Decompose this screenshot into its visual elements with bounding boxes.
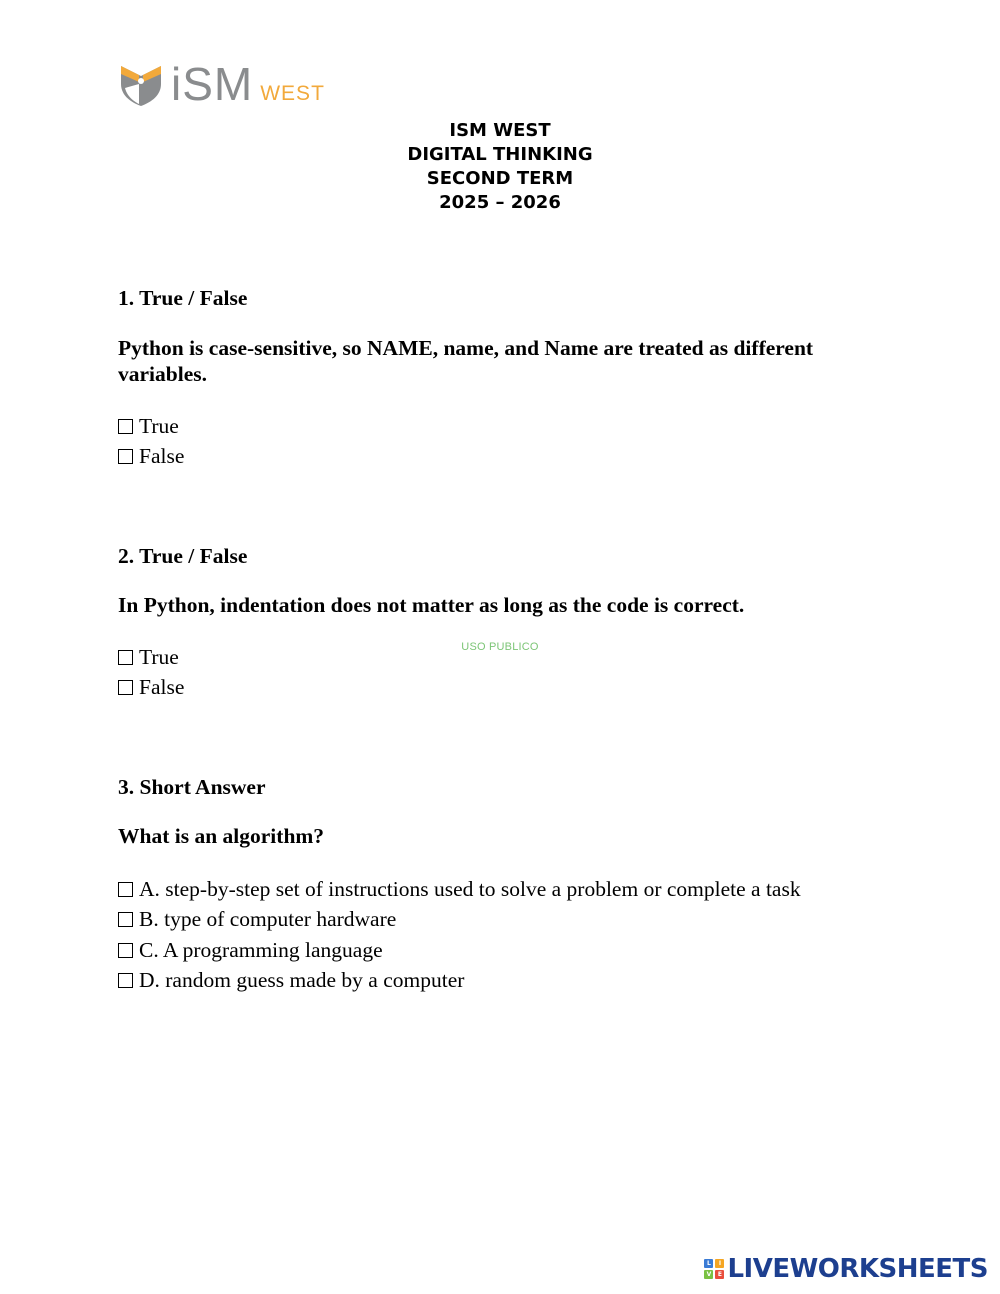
checkbox[interactable]	[118, 943, 133, 958]
checkbox[interactable]	[118, 419, 133, 434]
header-term: SECOND TERM	[426, 168, 574, 189]
option-label: False	[139, 675, 185, 699]
question-1-text: Python is case-sensitive, so NAME, name, and Name are treated as different variables.	[118, 336, 814, 386]
question-2-text: In Python, indentation does not matter as long as the code is correct.	[118, 593, 745, 617]
question-2-option-false[interactable]	[118, 674, 184, 700]
option-label: D. random guess made by a computer	[139, 968, 465, 992]
checkbox[interactable]	[118, 680, 133, 695]
question-3-text: What is an algorithm?	[118, 824, 325, 848]
logo-sub: WEST	[260, 82, 325, 105]
option-label: False	[139, 444, 185, 468]
question-3-option-a[interactable]	[118, 876, 801, 902]
school-logo	[119, 58, 325, 110]
checkbox[interactable]	[118, 973, 133, 988]
header-school: ISM WEST	[449, 120, 551, 141]
question-1-option-false[interactable]	[118, 443, 184, 469]
brand-tiles-icon	[704, 1259, 724, 1279]
document-header	[0, 119, 1000, 215]
checkbox[interactable]	[118, 912, 133, 927]
option-label: B. type of computer hardware	[139, 907, 397, 931]
ism-shield-icon	[119, 62, 163, 106]
header-subject: DIGITAL THINKING	[407, 144, 593, 165]
option-label: True	[139, 414, 179, 438]
usage-watermark: USO PUBLICO	[461, 641, 539, 653]
checkbox[interactable]	[118, 449, 133, 464]
logo-name: iSM	[171, 58, 254, 110]
option-label: True	[139, 645, 179, 669]
checkbox[interactable]	[118, 882, 133, 897]
question-2-title: 2. True / False	[118, 544, 248, 568]
question-3-option-c[interactable]	[118, 937, 383, 963]
header-year: 2025 – 2026	[439, 192, 561, 213]
question-1-title: 1. True / False	[118, 286, 248, 310]
liveworksheets-brand[interactable]	[704, 1254, 988, 1284]
brand-tile: I	[715, 1259, 724, 1268]
brand-tile: E	[715, 1270, 724, 1279]
brand-name: LIVEWORKSHEETS	[727, 1254, 988, 1284]
question-3-option-d[interactable]	[118, 967, 464, 993]
brand-tile: V	[704, 1270, 713, 1279]
question-1-option-true[interactable]	[118, 413, 179, 439]
option-label: A. step-by-step set of instructions used to solve a problem or complete a task	[139, 877, 801, 901]
option-label: C. A programming language	[139, 938, 383, 962]
brand-tile: L	[704, 1259, 713, 1268]
question-3-option-b[interactable]	[118, 906, 396, 932]
question-3-title: 3. Short Answer	[118, 775, 266, 799]
